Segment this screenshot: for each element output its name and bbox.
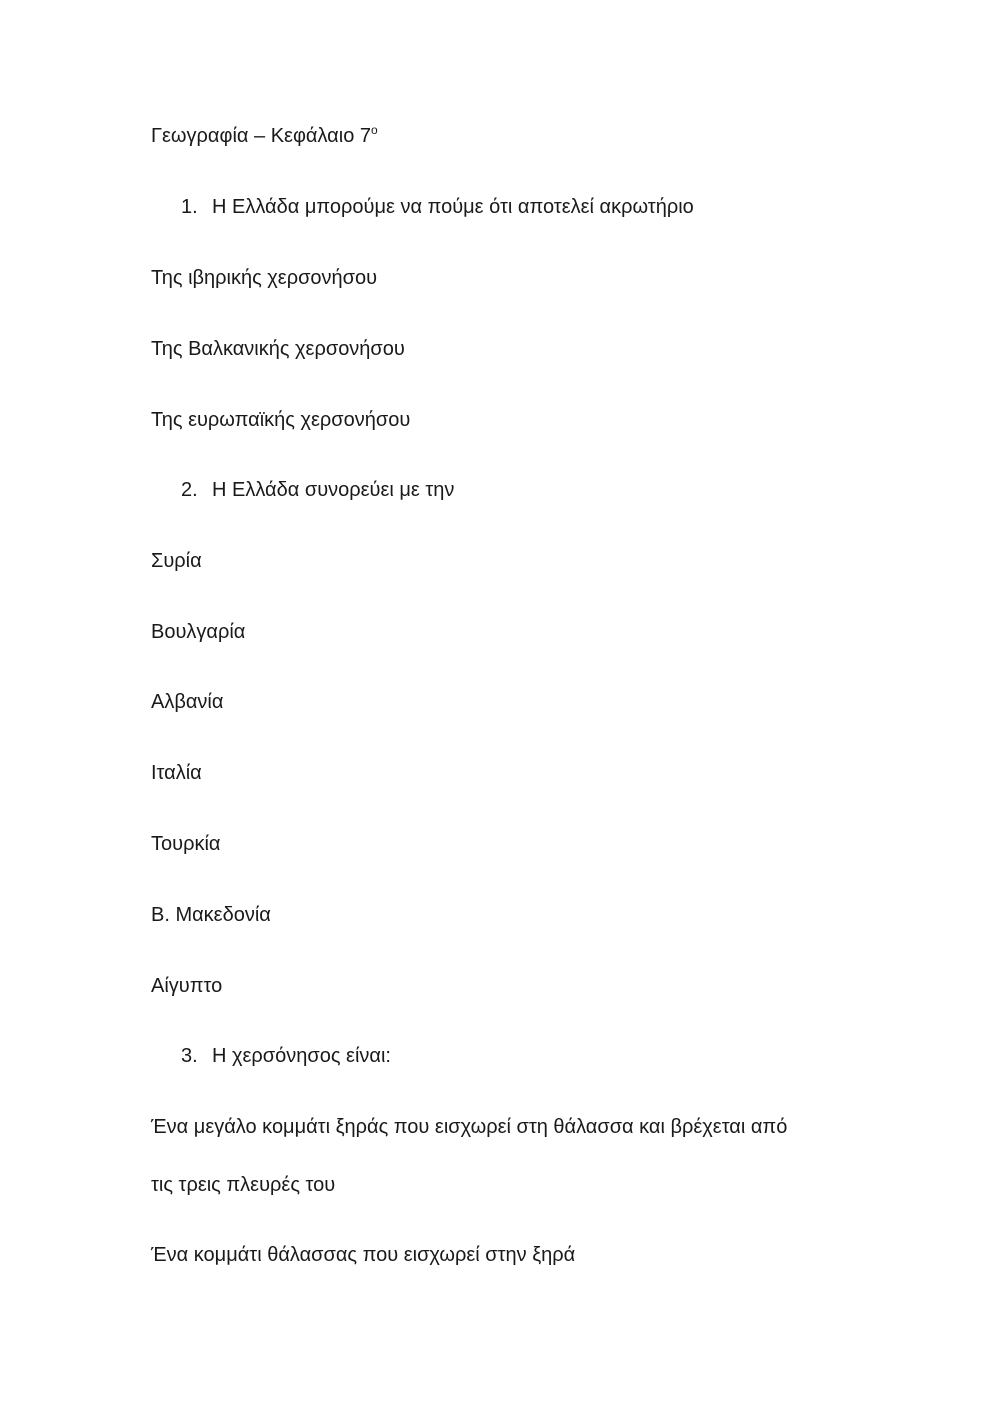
question-1-option-2: Της Βαλκανικής χερσονήσου xyxy=(151,338,405,360)
question-3-number: 3. xyxy=(181,1045,198,1067)
question-3-option-2: Ένα κομμάτι θάλασσας που εισχωρεί στην ξηρά xyxy=(151,1244,576,1266)
question-2-option-7: Αίγυπτο xyxy=(151,975,223,997)
question-2-option-6: Β. Μακεδονία xyxy=(151,904,271,926)
question-2-option-2: Βουλγαρία xyxy=(151,621,246,643)
title-text: Γεωγραφία – Κεφάλαιο 7 xyxy=(151,125,371,147)
question-2-option-3: Αλβανία xyxy=(151,691,224,713)
question-2 xyxy=(181,478,454,502)
question-3-option-1-line-2: τις τρεις πλευρές του xyxy=(151,1174,336,1196)
title-superscript: ο xyxy=(371,123,378,137)
question-1-option-1: Της ιβηρικής χερσονήσου xyxy=(151,267,378,289)
document-title xyxy=(151,124,378,148)
question-1 xyxy=(181,195,694,219)
question-2-option-5: Τουρκία xyxy=(151,833,221,855)
question-1-number: 1. xyxy=(181,196,198,218)
question-2-option-4: Ιταλία xyxy=(151,762,202,784)
question-1-option-3: Της ευρωπαϊκής χερσονήσου xyxy=(151,409,411,431)
question-2-text: Η Ελλάδα συνορεύει με την xyxy=(212,479,455,501)
question-3 xyxy=(181,1044,391,1068)
question-3-option-1-line-1: Ένα μεγάλο κομμάτι ξηράς που εισχωρεί στη θάλασσα και βρέχεται από xyxy=(151,1116,788,1138)
question-2-number: 2. xyxy=(181,479,198,501)
question-1-text: Η Ελλάδα μπορούμε να πούμε ότι αποτελεί ακρωτήριο xyxy=(212,196,694,218)
question-2-option-1: Συρία xyxy=(151,550,202,572)
question-3-text: Η χερσόνησος είναι: xyxy=(212,1045,391,1067)
